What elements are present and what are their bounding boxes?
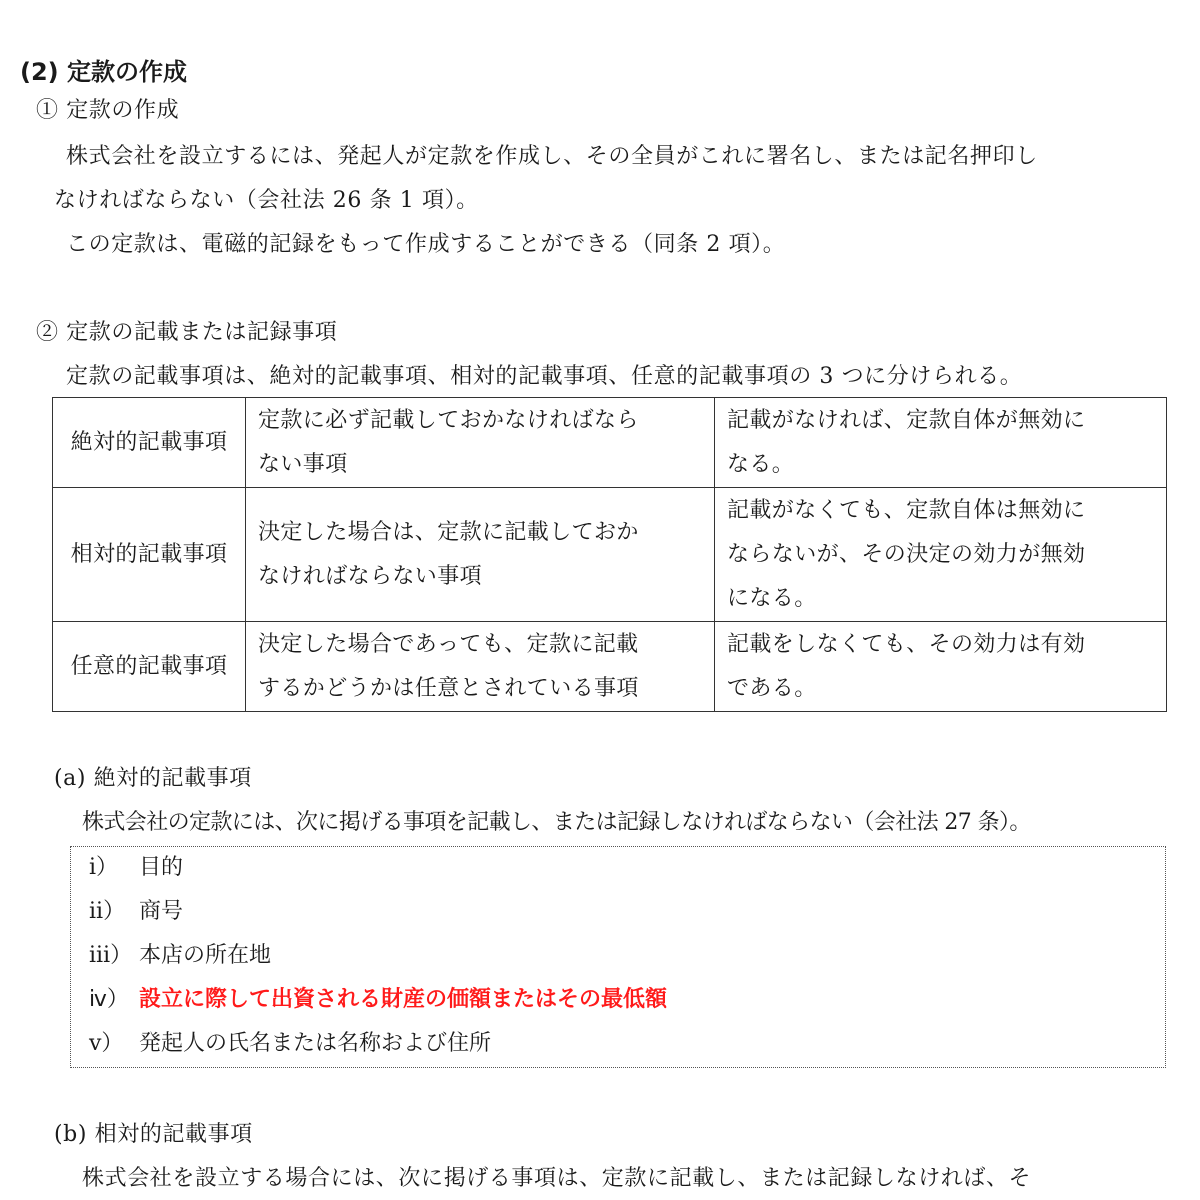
cell-line: になる。 bbox=[727, 585, 817, 611]
item-number: ⅱ） bbox=[89, 899, 126, 924]
subsection-heading-entries: ② 定款の記載または記録事項 bbox=[36, 320, 338, 345]
table-cell-definition bbox=[246, 488, 715, 622]
paragraph-line: 株式会社を設立するには、発起人が定款を作成し、その全員がこれに署名し、または記名押印し bbox=[66, 144, 1038, 169]
item-number: ⅰ） bbox=[89, 855, 119, 880]
cell-line: 決定した場合であっても、定款に記載 bbox=[258, 631, 639, 657]
subsection-heading-creation: ① 定款の作成 bbox=[36, 98, 180, 123]
paragraph-line: 株式会社を設立する場合には、次に掲げる事項は、定款に記載し、または記録しなければ、そ bbox=[82, 1166, 1032, 1191]
subsection-heading-relative: (b) 相対的記載事項 bbox=[54, 1122, 253, 1147]
entry-types-table bbox=[52, 397, 1167, 712]
cell-line: ない事項 bbox=[258, 451, 348, 477]
cell-line: なる。 bbox=[727, 451, 795, 477]
table-cell-definition bbox=[246, 622, 715, 712]
table-row bbox=[53, 488, 1167, 622]
paragraph-line: 株式会社の定款には、次に掲げる事項を記載し、または記録しなければならない（会社法 27 条）。 bbox=[82, 810, 1031, 835]
table-cell-effect bbox=[715, 488, 1167, 622]
item-text: 商号 bbox=[139, 899, 184, 924]
list-item bbox=[89, 897, 183, 927]
cell-line: 記載がなければ、定款自体が無効に bbox=[727, 407, 1086, 433]
item-text: 目的 bbox=[139, 855, 184, 880]
cell-line: 記載をしなくても、その効力は有効 bbox=[727, 631, 1086, 657]
item-text-highlighted: 設立に際して出資される財産の価額またはその最低額 bbox=[139, 987, 668, 1012]
paragraph-line: 定款の記載事項は、絶対的記載事項、相対的記載事項、任意的記載事項の 3 つに分けられる。 bbox=[66, 364, 1023, 389]
table-cell-effect bbox=[715, 622, 1167, 712]
paragraph-line: なければならない（会社法 26 条 1 項）。 bbox=[54, 188, 479, 213]
table-cell-definition bbox=[246, 398, 715, 488]
list-item bbox=[89, 941, 271, 971]
item-number: ⅴ） bbox=[89, 1031, 124, 1056]
cell-line: である。 bbox=[727, 675, 817, 701]
item-text: 発起人の氏名または名称および住所 bbox=[139, 1031, 492, 1056]
list-item bbox=[89, 853, 183, 883]
item-number: ⅳ） bbox=[89, 987, 129, 1012]
list-item-highlighted bbox=[89, 985, 667, 1015]
item-text: 本店の所在地 bbox=[139, 943, 272, 968]
section-heading: (2) 定款の作成 bbox=[20, 58, 187, 86]
cell-line: なければならない事項 bbox=[258, 563, 483, 589]
table-cell-type: 相対的記載事項 bbox=[53, 488, 246, 622]
table-cell-effect bbox=[715, 398, 1167, 488]
item-number: ⅲ） bbox=[89, 943, 133, 968]
cell-line: するかどうかは任意とされている事項 bbox=[258, 675, 639, 701]
table-row bbox=[53, 622, 1167, 712]
paragraph-line: この定款は、電磁的記録をもって作成することができる（同条 2 項）。 bbox=[66, 232, 786, 257]
table-cell-type: 任意的記載事項 bbox=[53, 622, 246, 712]
table-cell-type: 絶対的記載事項 bbox=[53, 398, 246, 488]
absolute-items-box bbox=[70, 846, 1166, 1068]
cell-line: ならないが、その決定の効力が無効 bbox=[727, 541, 1086, 567]
cell-line: 記載がなくても、定款自体は無効に bbox=[727, 497, 1086, 523]
cell-line: 決定した場合は、定款に記載しておか bbox=[258, 519, 639, 545]
subsection-heading-absolute: (a) 絶対的記載事項 bbox=[54, 766, 252, 791]
cell-line: 定款に必ず記載しておかなければなら bbox=[258, 407, 639, 433]
list-item bbox=[89, 1029, 491, 1059]
table-row bbox=[53, 398, 1167, 488]
